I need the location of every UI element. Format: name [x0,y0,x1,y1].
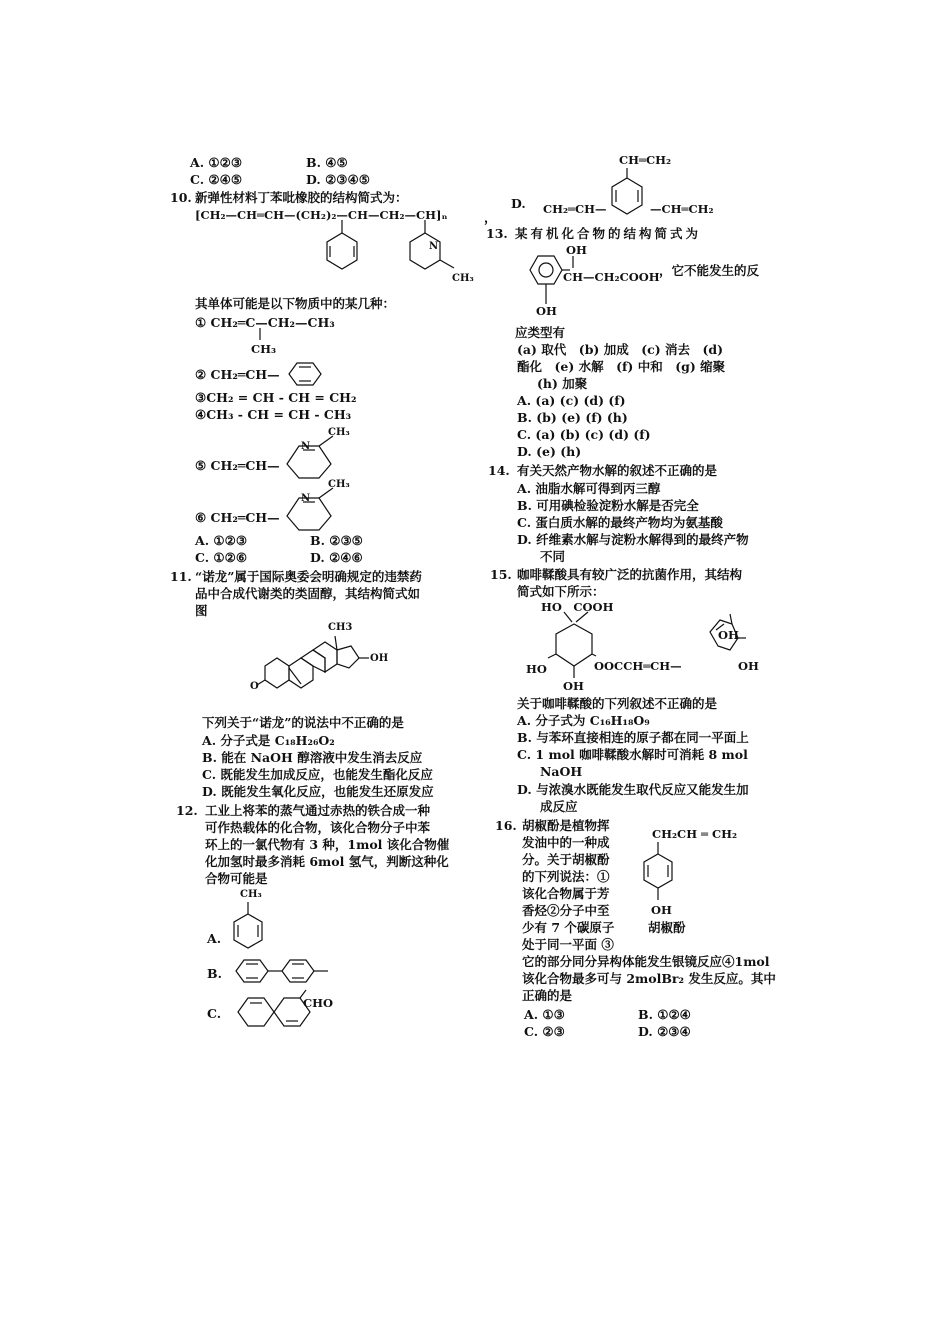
q12-line-3: 环上的一氯代物有 3 种，1mol 该化合物催 [205,837,450,852]
q13-option-c: C. (a) (b) (c) (d) (f) [517,427,651,442]
q16-line-1: 胡椒酚是植物挥 [522,818,610,833]
q10-n-atom: N [429,241,439,252]
q10-answer-c: C. ①②⑥ [195,550,248,565]
q14-option-d: D. 纤维素水解与淀粉水解得到的最终产物 [517,532,749,547]
q11-line-2: 品中合成代谢类的类固醇，其结构简式如 [195,586,421,601]
q9-option-a: A. ①②③ [190,155,243,170]
q12-line-1: 工业上将苯的蒸气通过赤热的铁合成一种 [205,803,431,818]
q12-option-d-left-vinyl: CH₂═CH— [543,202,607,216]
q10-option-3: ③CH₂ = CH - CH = CH₂ [195,390,357,405]
q10-option-2: ② CH₂═CH— [195,367,280,382]
q12-option-a: A. [207,931,222,946]
q16-line-8: 处于同一平面 ③ [522,937,614,952]
q16-line-7: 少有 7 个碳原子 [522,920,615,935]
q16-line-5: 该化合物属于芳 [522,886,610,901]
q15-ester-link: OOCCH═CH— [594,659,682,673]
q10-option-6-n: N [301,493,311,504]
q10-ch3: CH₃ [452,273,474,284]
q16-line-9: 它的部分同分异构体能发生银镜反应④1mol [522,954,770,969]
q13-line-4: 酯化 (e) 水解 (f) 中和 (g) 缩聚 [517,359,726,374]
q12-option-c-cho: CHO [303,996,334,1010]
q12-line-4: 化加氢时最多消耗 6mol 氢气，判断这种化 [205,854,449,869]
q10-option-6-ch3: CH₃ [328,479,350,490]
q15-option-b: B. 与苯环直接相连的原子都在同一平面上 [517,730,749,745]
q16-option-b: B. ①②④ [638,1007,691,1022]
q15-ho-cooh: HO COOH [541,600,614,614]
q13-option-a: A. (a) (c) (d) (f) [517,393,626,408]
q12-option-c-naphthalene [234,990,314,1034]
q12-number: 12. [176,803,198,818]
q11-line-3: 图 [195,603,208,618]
q15-ho-left: HO [526,662,547,676]
q10-polymer-formula: [CH₂—CH═CH—(CH₂)₂—CH—CH₂—CH]ₙ [195,208,448,222]
q13-number: 13. [486,226,508,241]
q13-tail: ，它不能发生的反 [659,263,760,278]
q11-line-1: “诺龙”属于国际奥委会明确规定的违禁药 [195,569,422,584]
q11-option-b: B. 能在 NaOH 醇溶液中发生消去反应 [202,750,423,765]
q15-option-c-cont: NaOH [540,764,583,779]
q9-option-b: B. ④⑤ [306,155,348,170]
q13-line-2: 应类型有 [515,325,566,340]
q16-chavicol-ring [640,842,680,912]
q9-option-d: D. ②③④⑤ [306,172,370,187]
q15-oh-bottom: OH [563,679,584,693]
q12-option-b-biphenyl [232,957,352,987]
q10-number: 10. [170,190,192,205]
q13-line-1: 某有机化合物的结构简式为 [515,226,702,241]
q16-line-4: 的下列说法：① [522,869,610,884]
q13-chain: CH—CH₂COOH [563,270,660,284]
q15-option-c: C. 1 mol 咖啡鞣酸水解时可消耗 8 mol [517,747,748,762]
q12-option-c: C. [207,1006,222,1021]
q12-option-b: B. [207,966,222,981]
q13-oh-bottom: OH [536,304,557,318]
q11-number: 11. [170,569,192,584]
q10-option-1-ch3: CH₃ [251,342,277,356]
q15-option-a: A. 分子式为 C₁₆H₁₈O₉ [517,713,650,728]
q11-option-a: A. 分子式是 C₁₈H₂₆O₂ [202,733,335,748]
q13-oh-top: OH [566,243,587,257]
q10-option-1: ① CH₂═C—CH₂—CH₃ [195,315,335,330]
q10-option-2-benzene [285,360,330,390]
q10-answer-b: B. ②③⑤ [310,533,363,548]
q14-option-b: B. 可用碘检验淀粉水解是否完全 [517,498,699,513]
q16-line-6: 香烃②分子中至 [522,903,610,918]
q14-number: 14. [488,463,510,478]
q12-option-d-benzene [600,168,660,228]
q13-line-5: (h) 加聚 [537,376,588,391]
q9-option-c: C. ②④⑤ [190,172,243,187]
q16-option-a: A. ①③ [524,1007,565,1022]
q13-option-b: B. (b) (e) (f) (h) [517,410,628,425]
q15-line-1: 咖啡鞣酸具有较广泛的抗菌作用，其结构 [517,567,743,582]
q15-number: 15. [490,567,512,582]
q11-ch3: CH3 [328,622,353,633]
q14-option-d-cont: 不同 [540,549,566,564]
q16-line-2: 发油中的一种成 [522,835,610,850]
q16-option-d: D. ②③④ [638,1024,691,1039]
q15-oh-right-top: OH [718,628,739,642]
q16-line-11: 正确的是 [522,988,573,1003]
q11-question: 下列关于“诺龙”的说法中不正确的是 [202,715,404,730]
q15-question: 关于咖啡鞣酸的下列叙述不正确的是 [517,696,718,711]
q12-line-5: 合物可能是 [205,871,268,886]
q14-stem: 有关天然产物水解的叙述不正确的是 [517,463,718,478]
q10-intro: 其单体可能是以下物质中的某几种： [195,296,396,311]
q12-option-d-label: D. [511,196,526,211]
q16-compound-name: 胡椒酚 [648,920,686,935]
q10-stem: 新弹性材料丁苯吡橡胶的结构简式为： [195,190,408,205]
q16-line-3: 分。关于胡椒酚 [522,852,610,867]
q10-answer-d: D. ②④⑥ [310,550,363,565]
q11-option-c: C. 既能发生加成反应，也能发生酯化反应 [202,767,433,782]
q16-oh: OH [651,903,672,917]
q12-option-a-ch3: CH₃ [240,889,262,900]
q10-option-5-pyridine [285,434,355,480]
q10-option-1-branch [255,328,265,342]
q10-option-5-ch3: CH₃ [328,427,350,438]
q15-option-d: D. 与浓溴水既能发生取代反应又能发生加 [517,782,749,797]
q10-option-6: ⑥ CH₂═CH— [195,510,280,525]
q13-option-d: D. (e) (h) [517,444,582,459]
q15-line-2: 简式如下所示： [517,584,605,599]
q16-number: 16. [495,818,517,833]
separator-comma: ， [484,210,497,225]
q11-option-d: D. 既能发生氧化反应，也能发生还原发应 [202,784,434,799]
q10-answer-a: A. ①②③ [195,533,248,548]
q12-option-d-right-vinyl: —CH═CH₂ [650,202,714,216]
q10-option-5: ⑤ CH₂═CH— [195,458,280,473]
q11-oh: OH [370,653,389,664]
q12-line-2: 可作热载体的化合物，该化合物分子中苯 [205,820,431,835]
q16-option-c: C. ②③ [524,1024,565,1039]
q14-option-c: C. 蛋白质水解的最终产物均为氨基酸 [517,515,723,530]
q11-o: O [250,681,259,692]
q10-option-6-pyridine [285,486,355,532]
q16-line-10: 该化合物最多可与 2molBr₂ 发生反应。其中 [522,971,776,986]
q15-oh-right: OH [738,659,759,673]
q12-option-d-top-vinyl: CH═CH₂ [619,153,671,167]
q10-option-4: ④CH₃ - CH = CH - CH₃ [195,407,352,422]
q13-line-3: (a) 取代 (b) 加成 (c) 消去 (d) [517,342,724,357]
q15-option-d-cont: 成反应 [540,799,578,814]
q14-option-a: A. 油脂水解可得到丙三醇 [517,481,661,496]
q16-allyl-chain: CH₂CH ═ CH₂ [652,827,738,841]
q10-option-5-n: N [301,441,311,452]
q12-option-a-toluene [230,900,270,960]
